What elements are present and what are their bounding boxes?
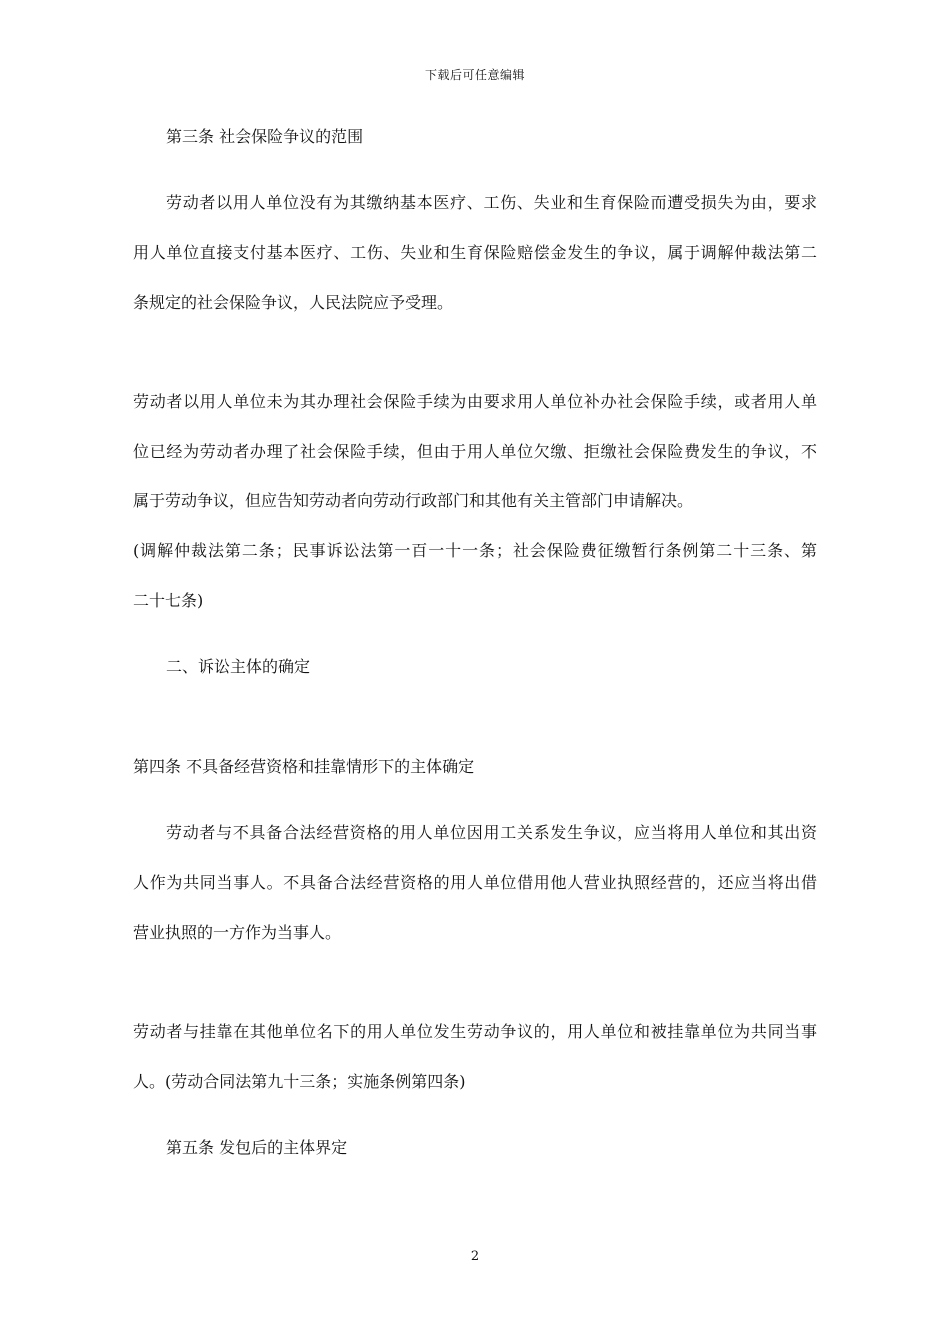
paragraph-line: 条规定的社会保险争议，人民法院应予受理。: [133, 293, 454, 312]
paragraph-line: 属于劳动争议，但应告知劳动者向劳动行政部门和其他有关主管部门申请解决。: [133, 491, 694, 510]
paragraph-line: 人作为共同当事人。不具备合法经营资格的用人单位借用他人营业执照经营的，还应当将出借: [133, 873, 817, 892]
article-4-heading: 第四条 不具备经营资格和挂靠情形下的主体确定: [133, 757, 475, 776]
citation-line: 二十七条): [133, 591, 204, 610]
citation-line: (调解仲裁法第二条；民事诉讼法第一百一十一条；社会保险费征缴暂行条例第二十三条、第: [133, 541, 817, 560]
paragraph-line: 劳动者以用人单位没有为其缴纳基本医疗、工伤、失业和生育保险而遭受损失为由，要求: [166, 193, 817, 212]
section-heading: 二、诉讼主体的确定: [166, 657, 311, 676]
paragraph-line: 劳动者以用人单位未为其办理社会保险手续为由要求用人单位补办社会保险手续，或者用人单: [133, 392, 817, 411]
paragraph-line: 劳动者与挂靠在其他单位名下的用人单位发生劳动争议的，用人单位和被挂靠单位为共同当事: [133, 1022, 817, 1041]
paragraph-line: 营业执照的一方作为当事人。: [133, 923, 342, 942]
page-number: 2: [470, 1249, 480, 1264]
article-5-heading: 第五条 发包后的主体界定: [166, 1138, 348, 1157]
article-3-heading: 第三条 社会保险争议的范围: [166, 127, 364, 146]
header-note: 下载后可任意编辑: [424, 68, 525, 82]
paragraph-line: 位已经为劳动者办理了社会保险手续，但由于用人单位欠缴、拒缴社会保险费发生的争议，不: [133, 442, 817, 461]
paragraph-line: 劳动者与不具备合法经营资格的用人单位因用工关系发生争议，应当将用人单位和其出资: [166, 823, 817, 842]
paragraph-line: 用人单位直接支付基本医疗、工伤、失业和生育保险赔偿金发生的争议，属于调解仲裁法第二: [133, 243, 817, 262]
citation-line: 人。(劳动合同法第九十三条；实施条例第四条): [133, 1072, 466, 1091]
